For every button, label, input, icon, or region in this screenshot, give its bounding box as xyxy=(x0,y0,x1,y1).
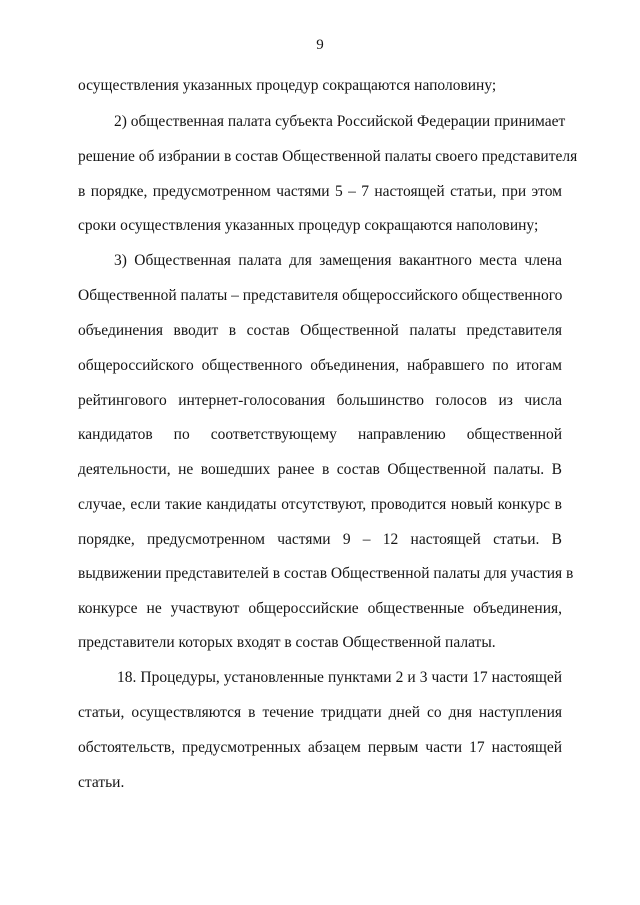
text-line: осуществления указанных процедур сокращаются наполовину; xyxy=(78,77,497,94)
text-line: Общественной палаты – представителя общероссийского общественного xyxy=(78,287,563,304)
text-line: 18. Процедуры, установленные пунктами 2 и 3 части 17 настоящей xyxy=(117,669,562,686)
text-line: представители которых входят в состав Общественной палаты. xyxy=(78,634,496,651)
text-line: решение об избрании в состав Общественной палаты своего представителя xyxy=(78,148,578,165)
text-line: выдвижении представителей в состав Общественной палаты для участия в xyxy=(78,565,574,582)
text-line: сроки осуществления указанных процедур сокращаются наполовину; xyxy=(78,217,539,234)
text-line: обстоятельств, предусмотренных абзацем первым части 17 настоящей xyxy=(78,739,562,756)
text-line: 3) Общественная палата для замещения вакантного места члена xyxy=(114,252,562,269)
page-number: 9 xyxy=(316,37,324,53)
text-line: порядке, предусмотренном частями 9 – 12 настоящей статьи. В xyxy=(78,531,562,548)
text-line: деятельности, не вошедших ранее в состав Общественной палаты. В xyxy=(78,461,562,478)
text-line: случае, если такие кандидаты отсутствуют, проводится новый конкурс в xyxy=(78,496,562,513)
text-line: кандидатов по соответствующему направлению общественной xyxy=(78,426,562,443)
text-line: рейтингового интернет-голосования большинство голосов из числа xyxy=(78,392,562,409)
text-line: объединения вводит в состав Общественной палаты представителя xyxy=(78,322,562,339)
text-line: конкурсе не участвуют общероссийские общественные объединения, xyxy=(78,600,562,617)
text-line: 2) общественная палата субъекта Российской Федерации принимает xyxy=(114,113,566,130)
text-line: в порядке, предусмотренном частями 5 – 7 настоящей статьи, при этом xyxy=(78,183,562,200)
text-line: статьи. xyxy=(78,774,125,791)
text-line: статьи, осуществляются в течение тридцати дней со дня наступления xyxy=(78,704,562,721)
text-line: общероссийского общественного объединения, набравшего по итогам xyxy=(78,357,562,374)
